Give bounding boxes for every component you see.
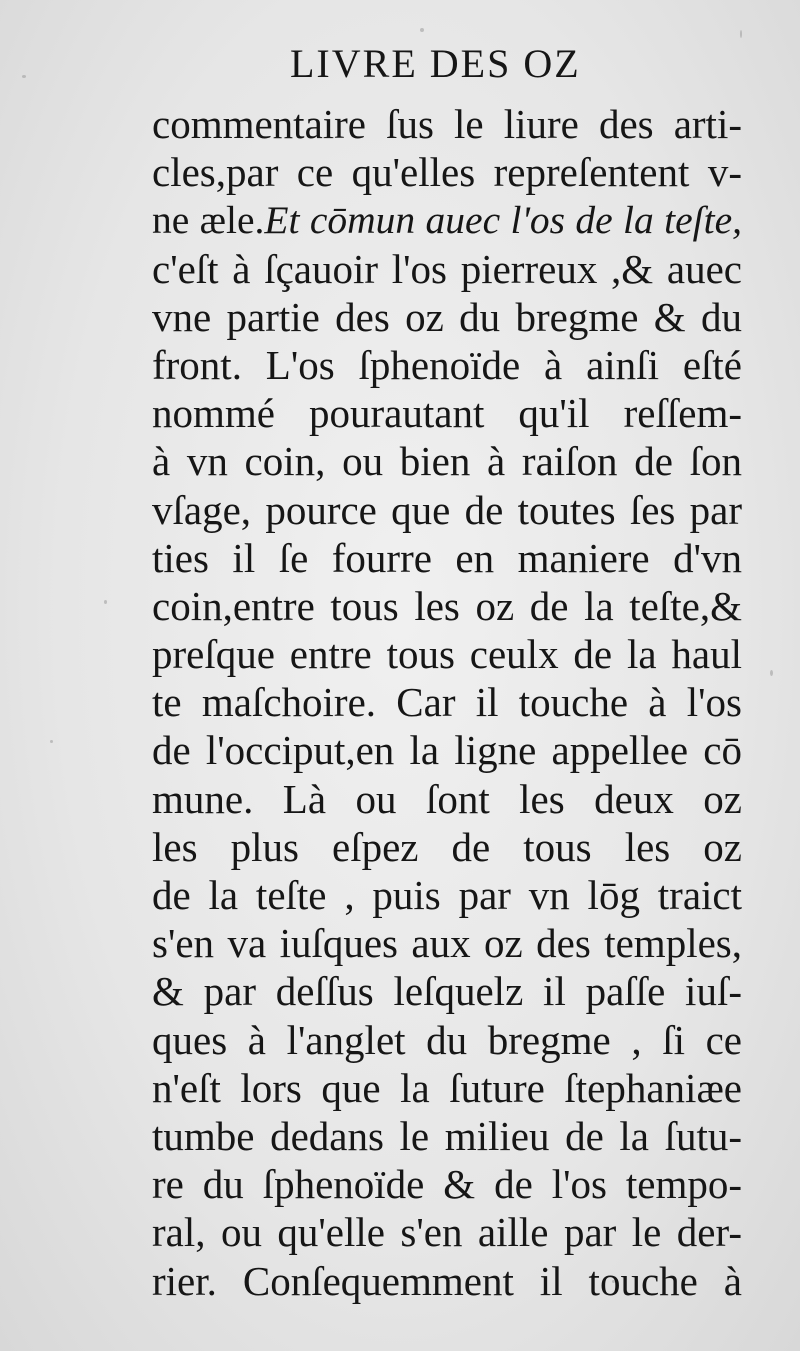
text-line: nommé pourautant qu'il reſſem- xyxy=(152,390,742,437)
text-line: ties il ſe fourre en maniere d'vn xyxy=(152,534,742,581)
text-line: front. L'os ſphenoïde à ainſi eſté xyxy=(152,341,742,388)
running-head: LIVRE DES OZ xyxy=(290,41,581,86)
paper-speck xyxy=(740,30,742,38)
text-line: de l'occiput,en la ligne appellee cō xyxy=(152,727,742,774)
text-line: rier. Conſequemment il touche à xyxy=(152,1257,742,1304)
text-line: vne partie des oz du bregme & du xyxy=(152,293,742,340)
italic-phrase: Et cōmun auec l'os de la teſte, xyxy=(264,198,743,243)
text-line: ques à l'anglet du bregme , ſi ce xyxy=(152,1016,742,1063)
text-line: cles,par ce qu'elles repreſentent v- xyxy=(152,149,742,196)
body-text xyxy=(152,100,742,1305)
paper-speck xyxy=(50,740,53,743)
text-line: c'eſt à ſçauoir l'os pierreux ,& auec xyxy=(152,245,742,292)
text-line: & par deſſus leſquelz il paſſe iuſ- xyxy=(152,968,742,1015)
text-line: n'eſt lors que la ſuture ſtephaniæe xyxy=(152,1064,742,1111)
text-line: de la teſte , puis par vn lōg traict xyxy=(152,872,742,918)
text-line: commentaire ſus le liure des arti- xyxy=(152,101,742,147)
text-line: preſque entre tous ceulx de la haul xyxy=(152,631,742,678)
text-line: à vn coin, ou bien à raiſon de ſon xyxy=(152,438,742,485)
text-line: te maſchoire. Car il touche à l'os xyxy=(152,679,742,726)
text-line: mune. Là ou ſont les deux oz xyxy=(152,775,742,822)
paper-speck xyxy=(770,670,773,676)
text-line-mixed xyxy=(152,196,742,244)
text-line: ral, ou qu'elle s'en aille par le der- xyxy=(152,1209,742,1256)
text-line: coin,entre tous les oz de la teſte,& xyxy=(152,582,742,629)
text-line: tumbe dedans le milieu de la ſutu- xyxy=(152,1112,742,1159)
text-line: re du ſphenoïde & de l'os tempo- xyxy=(152,1161,742,1208)
text-line: les plus eſpez de tous les oz xyxy=(152,823,742,870)
paper-speck xyxy=(420,28,424,32)
text-line: s'en va iuſques aux oz des temples, xyxy=(152,920,742,967)
page-header xyxy=(0,38,800,90)
paper-speck xyxy=(104,600,107,604)
text-line: vſage, pource que de toutes ſes par xyxy=(152,486,742,533)
text-line-segment: ne æle. xyxy=(152,198,265,243)
